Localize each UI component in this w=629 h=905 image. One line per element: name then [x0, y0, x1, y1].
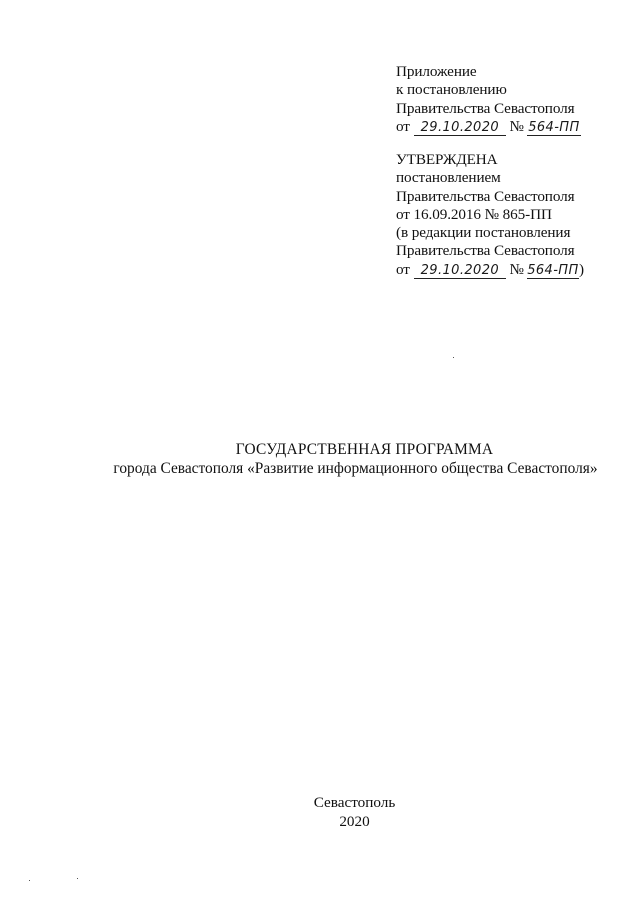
- approval-date-prefix: от: [396, 260, 410, 278]
- approval-line-5: (в редакции постановления: [396, 224, 571, 242]
- appendix-handwritten-date: 29.10.2020: [414, 120, 506, 136]
- approval-handwritten-number: 564-ПП: [527, 262, 579, 278]
- appendix-date-prefix: от: [396, 117, 410, 135]
- appendix-line-2: к постановлению: [396, 81, 507, 99]
- approval-line-6: Правительства Севастополя: [396, 242, 575, 260]
- footer-year: 2020: [339, 813, 370, 830]
- approval-number-prefix: №: [509, 260, 524, 278]
- appendix-line-1: Приложение: [396, 63, 477, 80]
- scan-speck: [29, 880, 30, 881]
- scan-speck: [77, 878, 78, 879]
- program-title-block: [0, 440, 629, 478]
- approval-line-1: УТВЕРЖДЕНА: [396, 151, 498, 168]
- appendix-date-line: [396, 118, 581, 136]
- program-title: ГОСУДАРСТВЕННАЯ ПРОГРАММА: [235, 441, 494, 458]
- approval-date-line: [396, 261, 584, 279]
- appendix-number-prefix: №: [509, 117, 524, 135]
- scan-speck: [453, 357, 454, 358]
- approval-line-4: от 16.09.2016 № 865-ПП: [396, 205, 552, 223]
- footer-city: Севастополь: [313, 794, 396, 811]
- approval-line-3: Правительства Севастополя: [396, 187, 575, 205]
- approval-handwritten-date: 29.10.2020: [414, 263, 506, 279]
- program-subtitle: города Севастополя «Развитие информационного общества Севастополя»: [113, 460, 598, 477]
- appendix-block: [396, 63, 581, 136]
- appendix-handwritten-number: 564-ПП: [528, 119, 580, 135]
- approval-block: [396, 151, 584, 279]
- footer-block: [0, 793, 629, 831]
- appendix-line-3: Правительства Севастополя: [396, 99, 575, 117]
- approval-line-2: постановлением: [396, 169, 501, 187]
- approval-closing-paren: ): [578, 260, 584, 278]
